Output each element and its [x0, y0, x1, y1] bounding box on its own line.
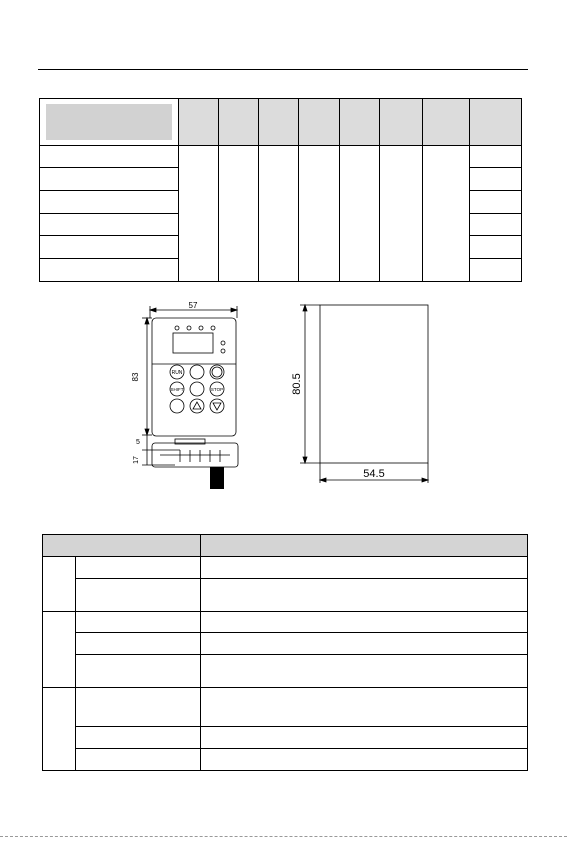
table-row — [43, 579, 528, 612]
spec-header-row — [40, 99, 522, 146]
keypad-dimension-drawing — [130, 300, 450, 495]
key-table-header-row — [43, 535, 528, 557]
table-row — [43, 556, 528, 579]
table-row — [43, 633, 528, 655]
dim-base-label: 17 — [133, 456, 140, 464]
dim-height-label: 83 — [131, 372, 140, 382]
key-function-table — [42, 534, 528, 771]
table-row — [43, 687, 528, 726]
table-row — [43, 749, 528, 771]
table-row — [43, 726, 528, 749]
footer-rule — [0, 836, 567, 837]
header-rule — [38, 69, 528, 70]
spec-table — [39, 98, 522, 282]
run-key-label: RUN — [171, 370, 183, 376]
dim-cutout-height-label: 80.5 — [291, 373, 303, 395]
dim-gap-label: 5 — [136, 439, 140, 446]
table-row — [43, 611, 528, 633]
dim-width-label: 57 — [188, 301, 198, 310]
table-row — [43, 655, 528, 688]
shift-key-label: SHIFT — [170, 387, 184, 392]
table-row — [40, 146, 522, 168]
dim-cutout-width-label: 54.5 — [363, 468, 385, 480]
stop-key-label: STOP — [210, 387, 224, 392]
